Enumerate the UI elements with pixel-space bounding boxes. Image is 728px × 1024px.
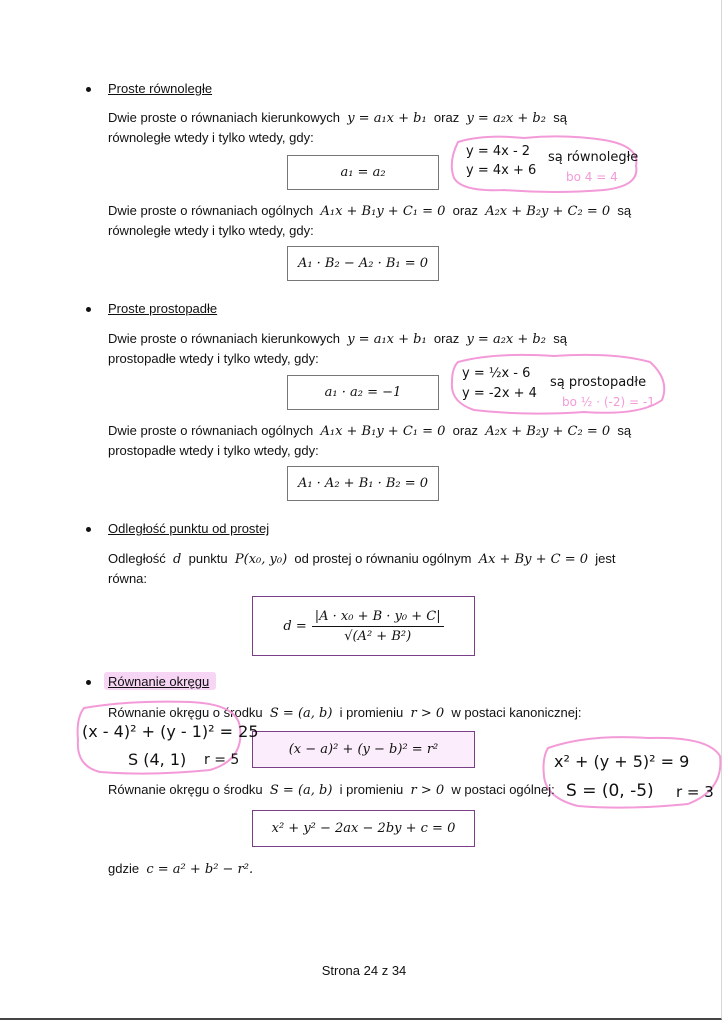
math-eq: y = a₂x + b₂: [466, 332, 546, 347]
section-heading-parallel: Proste równoległe: [108, 81, 213, 96]
note-label: są prostopadłe: [550, 375, 647, 390]
text: Odległość: [108, 551, 166, 566]
math-eq: y = a₁x + b₁: [347, 332, 427, 347]
note-line: r = 5: [204, 752, 240, 768]
text: i promieniu: [339, 782, 404, 797]
math-eq: A₂x + B₂y + C₂ = 0: [485, 424, 611, 439]
math-eq: A₂x + B₂y + C₂ = 0: [485, 204, 611, 219]
text: Dwie proste o równaniach ogólnych: [108, 423, 314, 438]
math-eq: c = a² + b² − r².: [146, 862, 254, 877]
note-line: r = 3: [676, 783, 714, 801]
section-heading-distance: Odległość punktu od prostej: [108, 521, 270, 536]
note-label: są równoległe: [548, 150, 639, 165]
math-eq: S = (a, b): [269, 706, 333, 721]
text: prostopadłe wtedy i tylko wtedy, gdy:: [108, 443, 319, 458]
fraction-denominator: √(A² + B²): [344, 628, 412, 644]
circle-paragraph-2: [108, 780, 648, 800]
text: oraz: [433, 110, 460, 125]
fraction-numerator: |A · x₀ + B · y₀ + C|: [312, 609, 444, 627]
note-line: y = 4x - 2: [466, 144, 531, 159]
formula-box-circle-general: x² + y² − 2ax − 2by + c = 0: [252, 810, 475, 847]
text: oraz: [452, 203, 478, 218]
note-reason: bo ½ · (-2) = -1: [562, 395, 655, 409]
text: Równanie okręgu o środku: [108, 782, 263, 797]
text: Dwie proste o równaniach ogólnych: [108, 203, 314, 218]
math-eq: Ax + By + C = 0: [478, 552, 588, 567]
text: są: [617, 423, 632, 438]
text: punktu: [188, 551, 228, 566]
text: są: [553, 331, 567, 346]
text: gdzie: [108, 861, 140, 876]
text: są: [617, 203, 632, 218]
bullet-icon: [86, 680, 91, 685]
formula-box-parallel-general: A₁ · B₂ − A₂ · B₁ = 0: [287, 246, 439, 281]
text: w postaci kanonicznej:: [451, 705, 582, 720]
bullet-icon: [86, 527, 91, 532]
text: oraz: [433, 331, 460, 346]
math-eq: r > 0: [410, 783, 445, 798]
text: i promieniu: [339, 705, 404, 720]
note-line: (x - 4)² + (y - 1)² = 25: [82, 722, 259, 741]
text: równoległe wtedy i tylko wtedy, gdy:: [108, 223, 314, 238]
text: w postaci ogólnej:: [451, 782, 555, 797]
math-eq: A₁x + B₁y + C₁ = 0: [320, 424, 446, 439]
bullet-icon: [86, 87, 91, 92]
formula-box-circle-canonical: (x − a)² + (y − b)² = r²: [252, 731, 475, 768]
formula-box-perpendicular-slope: a₁ · a₂ = −1: [287, 375, 439, 410]
formula-box-distance: [252, 596, 475, 656]
section-heading-perpendicular: Proste prostopadłe: [108, 301, 218, 316]
note-line: x² + (y + 5)² = 9: [554, 752, 690, 771]
note-line: S = (0, -5): [566, 781, 654, 801]
text: jest: [595, 551, 616, 566]
note-line: y = -2x + 4: [462, 386, 537, 401]
bullet-icon: [86, 307, 91, 312]
text: prostopadłe wtedy i tylko wtedy, gdy:: [108, 351, 319, 366]
text: równoległe wtedy i tylko wtedy, gdy:: [108, 130, 314, 145]
circle-where-line: [108, 859, 648, 879]
text: od prostej o równaniu ogólnym: [294, 551, 472, 566]
math-eq: r > 0: [410, 706, 445, 721]
math-eq: A₁x + B₁y + C₁ = 0: [320, 204, 446, 219]
math-eq: y = a₁x + b₁: [347, 111, 427, 126]
text: Dwie proste o równaniach kierunkowych: [108, 110, 340, 125]
fraction: [312, 609, 444, 644]
note-line: y = 4x + 6: [466, 163, 537, 178]
note-line: S (4, 1): [128, 750, 187, 769]
parallel-paragraph-2: [108, 201, 648, 240]
distance-paragraph: [108, 549, 648, 588]
page-number: Strona 24 z 34: [321, 963, 407, 978]
formula-box-perpendicular-general: A₁ · A₂ + B₁ · B₂ = 0: [287, 466, 439, 501]
math-eq: d: [173, 552, 182, 567]
note-line: y = ½x - 6: [462, 366, 531, 381]
text: równa:: [108, 571, 148, 586]
section-heading-circle: Równanie okręgu: [108, 674, 210, 689]
formula-lhs: d =: [283, 618, 307, 634]
math-eq: P(x₀, y₀): [234, 552, 288, 567]
math-eq: y = a₂x + b₂: [466, 111, 546, 126]
note-reason: bo 4 = 4: [566, 170, 618, 184]
text: Dwie proste o równaniach kierunkowych: [108, 331, 340, 346]
math-eq: S = (a, b): [269, 783, 333, 798]
formula-box-parallel-slope: a₁ = a₂: [287, 155, 439, 190]
text: Równanie okręgu o środku: [108, 705, 263, 720]
perpendicular-paragraph-2: [108, 421, 648, 460]
text: są: [553, 110, 567, 125]
text: oraz: [452, 423, 478, 438]
